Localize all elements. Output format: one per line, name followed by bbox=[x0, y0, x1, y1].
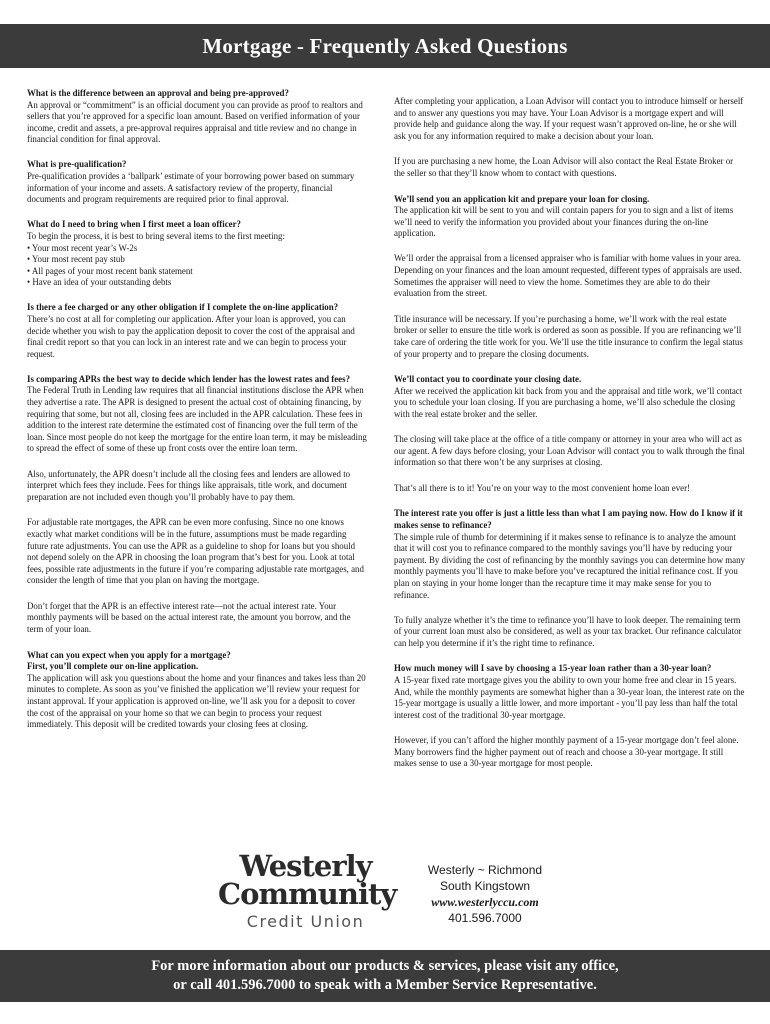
faq-paragraph bbox=[394, 735, 746, 770]
faq-paragraph bbox=[394, 253, 746, 299]
website-link[interactable]: www.westerlyccu.com bbox=[431, 895, 539, 909]
faq-item bbox=[27, 219, 367, 289]
page-header bbox=[0, 24, 770, 68]
faq-left-column bbox=[27, 88, 367, 744]
phone-number: 401.596.7000 bbox=[448, 911, 522, 925]
faq-answer: An approval or “commitment” is an official document you can provide as proof to realtors and sellers that you’re approved for a specific loan amount. Based on verified information of your income, credit and assets, a pre-approval requires appraisal and title review and no change in financial condition for final approval. bbox=[27, 99, 363, 145]
faq-answer: That’s all there is to it! You’re on your way to the most convenient home loan ever! bbox=[394, 482, 691, 493]
faq-answer: To begin the process, it is best to bring several items to the first meeting: • Your most recent year’s W-2s • Your most recent pay stub • All pages of your most recent bank statement • Have an idea of your outstanding debts bbox=[27, 230, 285, 288]
faq-answer: The closing will take place at the office of a title company or attorney in your area who will act as our agent. A few days before closing, your Loan Advisor will contact you to walk through the final information so that there won’t be any surprises at closing. bbox=[394, 434, 745, 468]
faq-paragraph bbox=[394, 156, 746, 179]
faq-answer: The application kit will be sent to you and will contain papers for you to sign and a list of items we’ll need to verify the information you provided about your finances during the on-line application. bbox=[394, 205, 734, 239]
credit-union-logo bbox=[218, 849, 397, 932]
faq-answer: A 15-year fixed rate mortgage gives you the ability to own your home free and clear in 15 years. And, while the monthly payments are somewhat higher than a 30-year loan, the interest rate on the 15-year mortgage is usually a little lower, and more important - you’ll pay less than half the total interest cost of the traditional 30-year mortgage. bbox=[394, 675, 745, 720]
faq-paragraph bbox=[394, 483, 746, 495]
faq-paragraph bbox=[394, 96, 746, 142]
footer-line-2: or call 401.596.7000 to speak with a Member Service Representative. bbox=[173, 977, 597, 993]
faq-question: Is comparing APRs the best way to decide which lender has the lowest rates and fees? bbox=[27, 373, 351, 384]
faq-item bbox=[394, 663, 746, 721]
faq-item bbox=[27, 302, 367, 360]
faq-paragraph bbox=[27, 601, 367, 636]
faq-question: Is there a fee charged or any other obligation if I complete the on-line application? bbox=[27, 302, 339, 313]
faq-answer: After completing your application, a Loan Advisor will contact you to introduce himself or herself and to answer any questions you may have. Your Loan Advisor is a mortgage expert and will provide help and guidance along the way. If your request wasn’t approved on-line, he or she will ask you for any information required to make a decision about your loan. bbox=[394, 96, 744, 141]
faq-answer: To fully analyze whether it’s the time to refinance you’ll have to look deeper. The remaining term of your current loan must also be considered, as well as your tax bracket. Our refinance calculator can help you determine if it’s the right time to refinance. bbox=[394, 614, 742, 648]
faq-answer: However, if you can’t afford the higher monthly payment of a 15-year mortgage don’t feel alone. Many borrowers find the higher payment out of reach and choose a 30-year mortgage. It still makes sense to use a 30-year mortgage for most people. bbox=[394, 734, 739, 769]
faq-paragraph bbox=[394, 314, 746, 360]
logo-line-westerly: Westerly bbox=[239, 849, 372, 883]
faq-question: What is the difference between an approval and being pre-approved? bbox=[27, 88, 289, 98]
faq-item bbox=[27, 650, 367, 731]
footer-banner bbox=[0, 950, 770, 1002]
faq-paragraph bbox=[27, 469, 367, 504]
faq-item bbox=[394, 508, 746, 601]
faq-item bbox=[27, 374, 367, 455]
faq-item bbox=[394, 194, 746, 240]
faq-question: What is pre-qualification? bbox=[27, 159, 127, 170]
faq-answer: Title insurance will be necessary. If you’re purchasing a home, we’ll work with the real estate broker or seller to ensure the title work is ordered as soon as possible. If you are refinancing we’ll take care of ordering the title work for you. We’ll use the title insurance to confirm the legal status of your property and to prepare the closing documents. bbox=[394, 313, 743, 359]
faq-question: What can you expect when you apply for a mortgage? First, you’ll complete our on-line application. bbox=[27, 649, 231, 672]
faq-question: The interest rate you offer is just a little less than what I am paying now. How do I know if it makes sense to refinance? bbox=[394, 508, 743, 531]
faq-answer: The Federal Truth in Lending law requires that all financial institutions disclose the APR when they advertise a rate. The APR is designed to present the actual cost of obtaining financing, by requiring that some, but not all, closing fees are included in the APR calculation. These fees in addition to the interest rate determine the estimated cost of financing over the full term of the loan. Since most people do not keep the mortgage for the entire loan term, it may be misleading to spread the effect of some of these up front costs over the entire loan term. bbox=[27, 385, 367, 454]
contact-info bbox=[415, 862, 555, 926]
branch-towns-2: South Kingstown bbox=[439, 879, 531, 893]
page-title: Mortgage - Frequently Asked Questions bbox=[202, 33, 568, 58]
faq-answer: We’ll order the appraisal from a licensed appraiser who is familiar with home values in your area. Depending on your finances and the loan amount requested, different types of appraisals are used. Sometimes the appraiser will need to view the home. Sometimes they are able to do their evaluation from the street. bbox=[394, 253, 742, 299]
faq-answer: Pre-qualification provides a ‘ballpark’ estimate of your borrowing power based on summary information of your income and assets. A satisfactory review of the property, financial documents and program requirements are required prior to final approval. bbox=[27, 171, 355, 205]
faq-question: How much money will I save by choosing a 15-year loan rather than a 30-year loan? bbox=[394, 663, 712, 674]
faq-right-column bbox=[394, 96, 746, 784]
faq-paragraph bbox=[394, 434, 746, 469]
faq-answer: After we received the application kit back from you and the appraisal and title work, we’ll contact you to schedule your loan closing. If you are purchasing a home, we’ll also schedule the closing with the real estate broker and the seller. bbox=[394, 385, 743, 419]
faq-item bbox=[27, 88, 367, 146]
branch-towns: Westerly ~ Richmond bbox=[427, 863, 543, 877]
faq-question: We’ll contact you to coordinate your closing date. bbox=[394, 374, 582, 385]
faq-answer: The simple rule of thumb for determining if it makes sense to refinance is to analyze the amount that it will cost you to refinance compared to the monthly savings you’ll have by reducing your payment. By dividing the cost of refinancing by the monthly savings you can determine how many monthly payments you’ll have to make before you’ve recaptured the initial refinance cost. If you plan on staying in your home longer than the recapture time it may make sense for you to refinance. bbox=[394, 531, 745, 600]
faq-answer: There’s no cost at all for completing our application. After your loan is approved, you can decide whether you wish to pay the application deposit to cover the cost of the appraisal and final credit report so that you can lock in an interest rate and we can begin to process your request. bbox=[27, 314, 355, 359]
faq-answer: Don’t forget that the APR is an effective interest rate—not the actual interest rate. Your monthly payments will be based on the actual interest rate, the amount you borrow, and the term of your loan. bbox=[27, 600, 351, 635]
footer-line-1: For more information about our products & services, please visit any office, bbox=[151, 958, 619, 974]
faq-item bbox=[27, 159, 367, 205]
faq-answer: For adjustable rate mortgages, the APR can be even more confusing. Since no one knows exactly what market conditions will be in the future, assumptions must be made regarding future rate adjustments. You can use the APR as a guideline to shop for loans but you should not depend solely on the APR in choosing the loan program that’s best for you. Look at total fees, possible rate adjustments in the future if you’re comparing adjustable rate mortgages, and consider the length of time that you plan on having the mortgage. bbox=[27, 517, 364, 586]
faq-paragraph bbox=[394, 615, 746, 650]
faq-answer: Also, unfortunately, the APR doesn’t include all the closing fees and lenders are allowed to interpret which fees they include. Fees for things like appraisals, title work, and document preparation are not included even though you’ll probably have to pay them. bbox=[27, 468, 351, 502]
faq-item bbox=[394, 374, 746, 420]
faq-question: We’ll send you an application kit and prepare your loan for closing. bbox=[394, 193, 650, 204]
logo-line-community: Community bbox=[218, 877, 397, 911]
faq-paragraph bbox=[27, 517, 367, 587]
logo-line-credit-union: Credit Union bbox=[246, 912, 365, 931]
faq-answer: If you are purchasing a new home, the Loan Advisor will also contact the Real Estate Broker or the seller so that they’ll know whom to contact with questions. bbox=[394, 156, 734, 178]
faq-question: What do I need to bring when I first meet a loan officer? bbox=[27, 219, 241, 230]
faq-answer: The application will ask you questions about the home and your finances and takes less than 20 minutes to complete. As soon as you’ve finished the application we’ll review your request for instant approval. If your application is approved on-line, we’ll ask you for a deposit to cover the cost of the appraisal on your home so that we can begin to process your request immediately. This deposit will be credited towards your closing fees at closing. bbox=[27, 672, 366, 730]
